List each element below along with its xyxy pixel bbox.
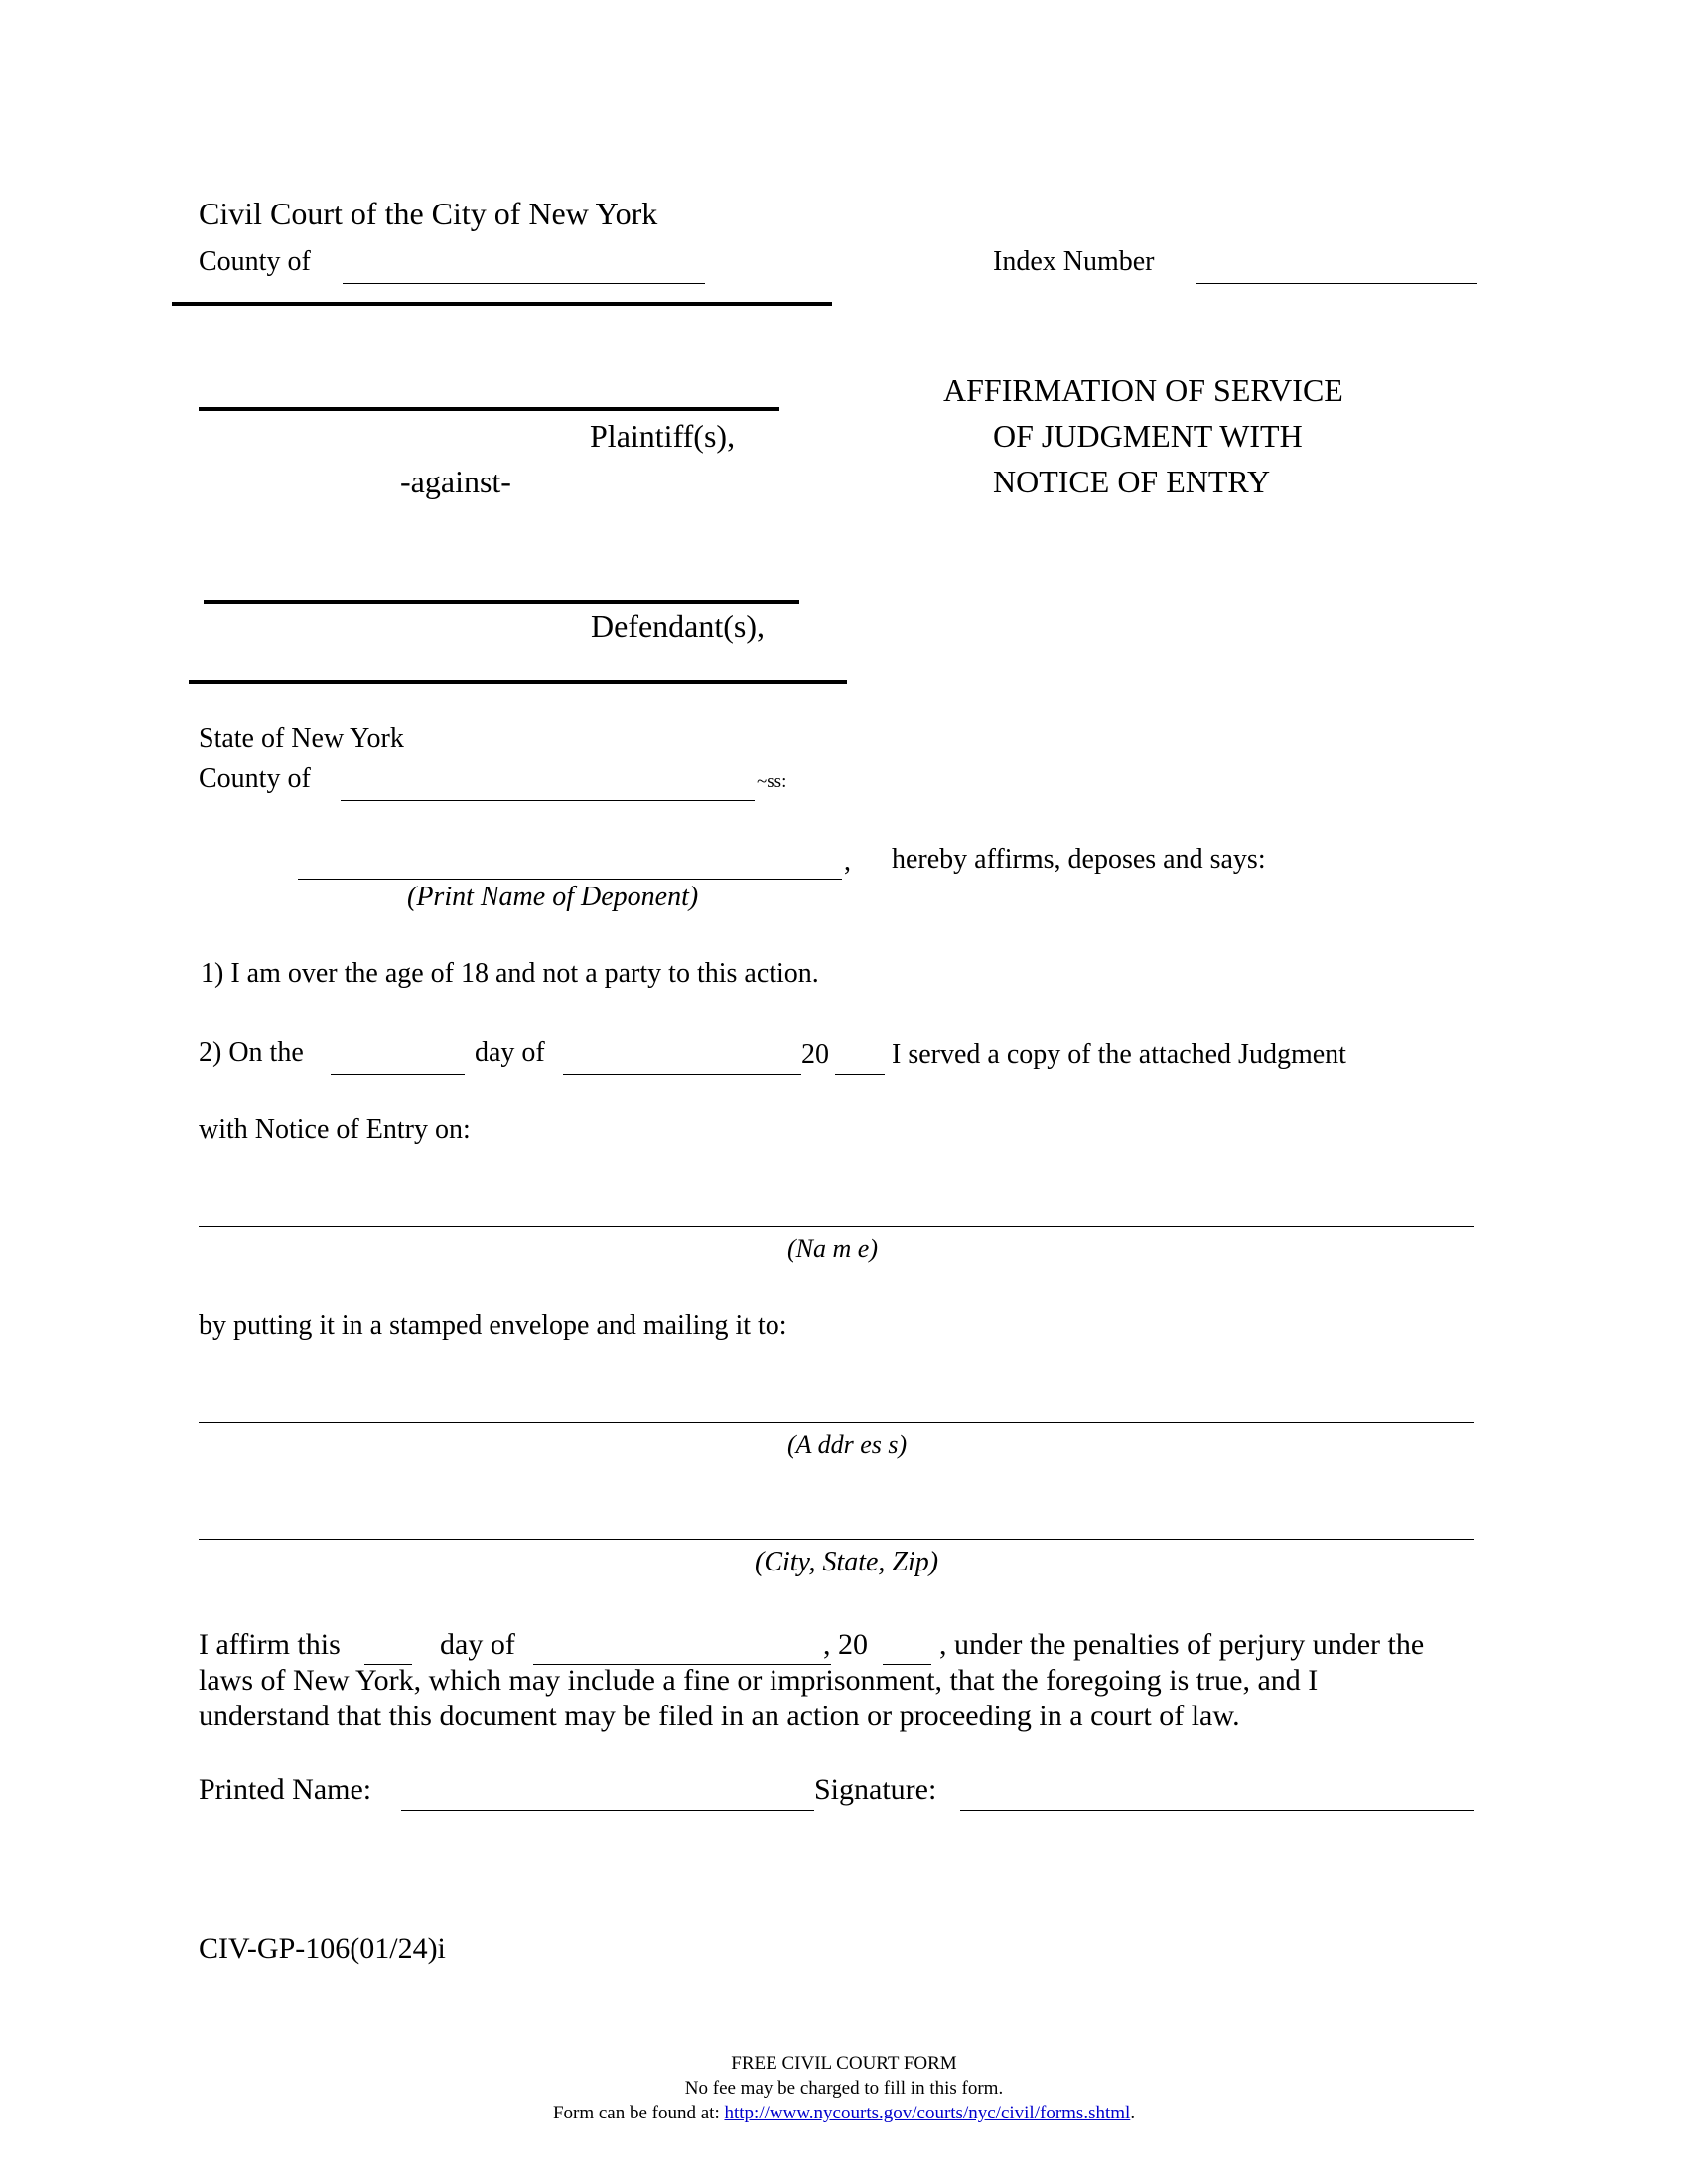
affirms-text: hereby affirms, deposes and says: [892, 844, 1266, 875]
affirm-rest: , under the penalties of perjury under the [939, 1628, 1425, 1661]
footer-prefix: Form can be found at: [552, 2103, 725, 2123]
venue-county-label: County of [199, 763, 311, 794]
para2-year: 20 [801, 1039, 829, 1070]
affirm-dayof: day of [440, 1628, 515, 1661]
plaintiff-name-line[interactable] [199, 407, 779, 411]
service-month-field[interactable] [563, 1074, 801, 1075]
deponent-name-field[interactable] [298, 879, 842, 880]
para2-end: I served a copy of the attached Judgment [892, 1039, 1346, 1070]
court-name: Civil Court of the City of New York [199, 196, 658, 231]
address-field[interactable] [199, 1422, 1474, 1423]
index-number-field[interactable] [1196, 283, 1477, 284]
header-rule [172, 302, 832, 306]
against-label: -against- [400, 464, 511, 499]
signature-field[interactable] [960, 1810, 1474, 1811]
name-hint: (Na m e) [787, 1234, 878, 1263]
county-label: County of [199, 246, 311, 277]
affirm-line-3: understand that this document may be filed in an action or proceeding in a court of law. [199, 1700, 1240, 1732]
caption-rule [189, 680, 847, 684]
signature-label: Signature: [814, 1773, 937, 1806]
venue-county-field[interactable] [341, 800, 755, 801]
printed-name-label: Printed Name: [199, 1773, 372, 1806]
footer-suffix: . [1130, 2103, 1136, 2123]
forms-link[interactable]: http://www.nycourts.gov/courts/nyc/civil/forms.shtml [724, 2103, 1131, 2123]
footer-line-1: FREE CIVIL COURT FORM [731, 2053, 957, 2074]
affirm-year: , 20 [823, 1628, 868, 1661]
footer-line-2: No fee may be charged to fill in this form. [684, 2078, 1004, 2099]
venue-state: State of New York [199, 723, 404, 753]
affirm-start: I affirm this [199, 1628, 341, 1661]
paragraph-1: 1) I am over the age of 18 and not a party to this action. [201, 958, 819, 989]
para2-start: 2) On the [199, 1037, 304, 1068]
affirm-line-2: laws of New York, which may include a fine or imprisonment, that the foregoing is true, and I [199, 1664, 1319, 1697]
footer-line-3 [0, 2102, 1688, 2124]
printed-name-field[interactable] [401, 1810, 814, 1811]
county-field[interactable] [343, 283, 705, 284]
title-line-2: OF JUDGMENT WITH [993, 418, 1303, 454]
plaintiff-label: Plaintiff(s), [590, 418, 736, 454]
index-number-label: Index Number [993, 246, 1155, 277]
city-hint: (City, State, Zip) [755, 1547, 939, 1577]
deponent-hint: (Print Name of Deponent) [407, 882, 699, 912]
address-hint: (A ddr es s) [787, 1431, 908, 1459]
defendant-name-line[interactable] [204, 600, 799, 604]
title-line-1: AFFIRMATION OF SERVICE [943, 372, 1343, 408]
para2-dayof: day of [475, 1037, 545, 1068]
service-day-field[interactable] [331, 1074, 465, 1075]
form-id: CIV-GP-106(01/24)i [199, 1932, 446, 1965]
service-year-field[interactable] [835, 1074, 885, 1075]
title-line-3: NOTICE OF ENTRY [993, 464, 1271, 499]
ss-label: ~ss: [757, 771, 787, 792]
para2-cont: with Notice of Entry on: [199, 1114, 471, 1145]
served-name-field[interactable] [199, 1226, 1474, 1227]
deponent-comma: , [844, 846, 851, 877]
mailing-text: by putting it in a stamped envelope and mailing it to: [199, 1310, 787, 1341]
defendant-label: Defendant(s), [591, 609, 766, 644]
city-state-zip-field[interactable] [199, 1539, 1474, 1540]
